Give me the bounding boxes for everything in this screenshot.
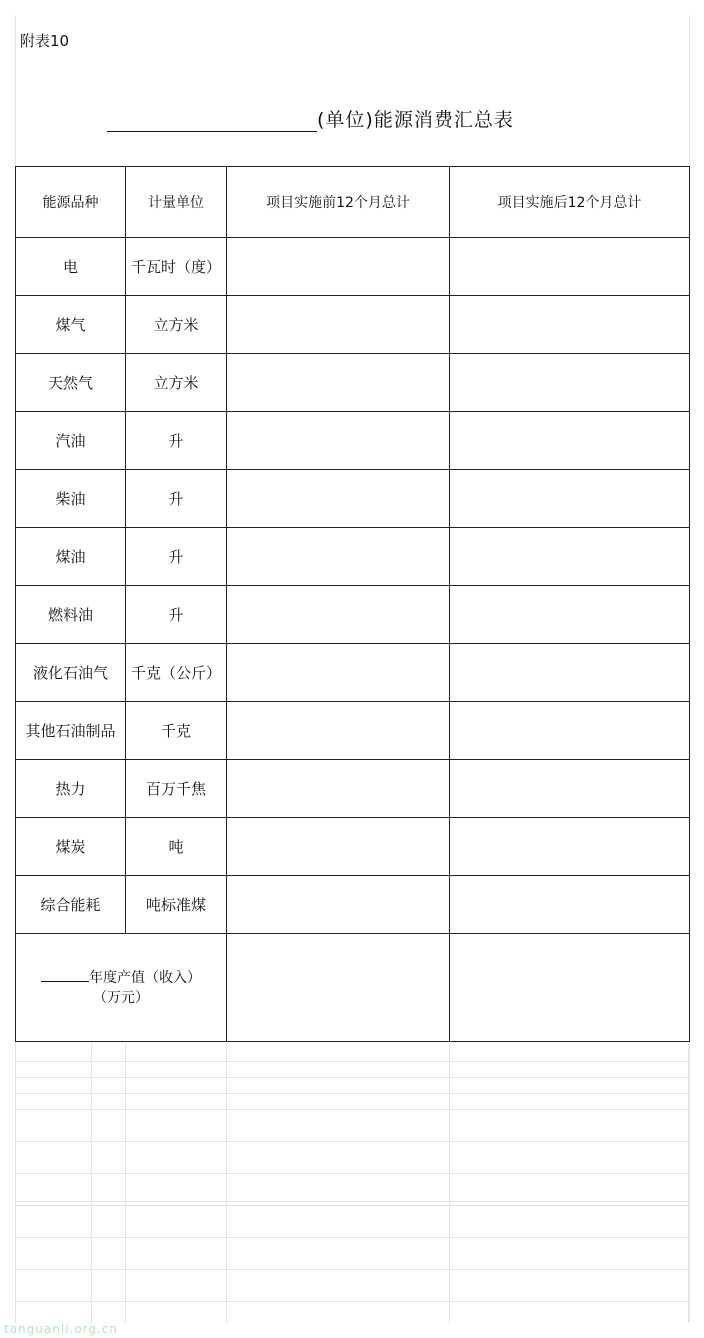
after-value-cell[interactable] [450, 296, 690, 354]
energy-type-cell: 天然气 [16, 354, 126, 412]
energy-type-cell: 柴油 [16, 470, 126, 528]
header-after-total: 项目实施后12个月总计 [450, 167, 690, 238]
unit-cell: 百万千焦 [126, 760, 227, 818]
unit-cell: 千克 [126, 702, 227, 760]
before-value-cell[interactable] [227, 644, 450, 702]
annual-output-label [16, 934, 227, 1042]
after-value-cell[interactable] [450, 470, 690, 528]
unit-cell: 吨标准煤 [126, 876, 227, 934]
annual-output-line2: （万元） [93, 989, 149, 1006]
after-value-cell[interactable] [450, 760, 690, 818]
energy-type-cell: 煤炭 [16, 818, 126, 876]
table-row [16, 644, 690, 702]
before-value-cell[interactable] [227, 586, 450, 644]
table-row [16, 876, 690, 934]
energy-type-cell: 其他石油制品 [16, 702, 126, 760]
after-value-cell[interactable] [450, 934, 690, 1042]
after-value-cell[interactable] [450, 702, 690, 760]
header-energy-type: 能源品种 [16, 167, 126, 238]
after-value-cell[interactable] [450, 528, 690, 586]
unit-cell: 立方米 [126, 296, 227, 354]
annual-output-line1: 年度产值（收入） [89, 969, 201, 986]
after-value-cell[interactable] [450, 818, 690, 876]
table-row [16, 238, 690, 296]
after-value-cell[interactable] [450, 644, 690, 702]
before-value-cell[interactable] [227, 470, 450, 528]
table-row [16, 818, 690, 876]
energy-type-cell: 汽油 [16, 412, 126, 470]
before-value-cell[interactable] [227, 238, 450, 296]
annex-label: 附表10 [20, 32, 70, 50]
table-row [16, 528, 690, 586]
before-value-cell[interactable] [227, 934, 450, 1042]
table-row [16, 702, 690, 760]
unit-cell: 升 [126, 528, 227, 586]
header-before-total: 项目实施前12个月总计 [227, 167, 450, 238]
table-row [16, 296, 690, 354]
unit-cell: 千瓦时（度） [126, 238, 227, 296]
energy-type-cell: 煤油 [16, 528, 126, 586]
energy-type-cell: 液化石油气 [16, 644, 126, 702]
energy-type-cell: 电 [16, 238, 126, 296]
header-unit: 计量单位 [126, 167, 227, 238]
before-value-cell[interactable] [227, 296, 450, 354]
unit-cell: 千克（公斤） [126, 644, 227, 702]
unit-cell: 立方米 [126, 354, 227, 412]
before-value-cell[interactable] [227, 528, 450, 586]
annual-output-row [16, 934, 690, 1042]
before-value-cell[interactable] [227, 354, 450, 412]
table-row [16, 470, 690, 528]
energy-type-cell: 综合能耗 [16, 876, 126, 934]
after-value-cell[interactable] [450, 586, 690, 644]
before-value-cell[interactable] [227, 818, 450, 876]
after-value-cell[interactable] [450, 354, 690, 412]
before-value-cell[interactable] [227, 702, 450, 760]
unit-cell: 升 [126, 586, 227, 644]
before-value-cell[interactable] [227, 412, 450, 470]
table-row [16, 412, 690, 470]
before-value-cell[interactable] [227, 760, 450, 818]
header-row [16, 167, 690, 238]
table-row [16, 354, 690, 412]
after-value-cell[interactable] [450, 412, 690, 470]
unit-name-blank[interactable] [107, 109, 317, 132]
after-value-cell[interactable] [450, 876, 690, 934]
before-value-cell[interactable] [227, 876, 450, 934]
table-row [16, 760, 690, 818]
energy-type-cell: 燃料油 [16, 586, 126, 644]
unit-cell: 升 [126, 470, 227, 528]
unit-cell: 升 [126, 412, 227, 470]
year-blank[interactable] [41, 969, 89, 982]
energy-summary-table [15, 166, 690, 1042]
after-value-cell[interactable] [450, 238, 690, 296]
title-area [107, 105, 514, 132]
empty-gridlines [15, 1043, 689, 1323]
energy-type-cell: 热力 [16, 760, 126, 818]
page-title: (单位)能源消费汇总表 [317, 109, 514, 131]
table-row [16, 586, 690, 644]
unit-cell: 吨 [126, 818, 227, 876]
watermark-text: tanguanli.org.cn [4, 1322, 119, 1336]
energy-type-cell: 煤气 [16, 296, 126, 354]
